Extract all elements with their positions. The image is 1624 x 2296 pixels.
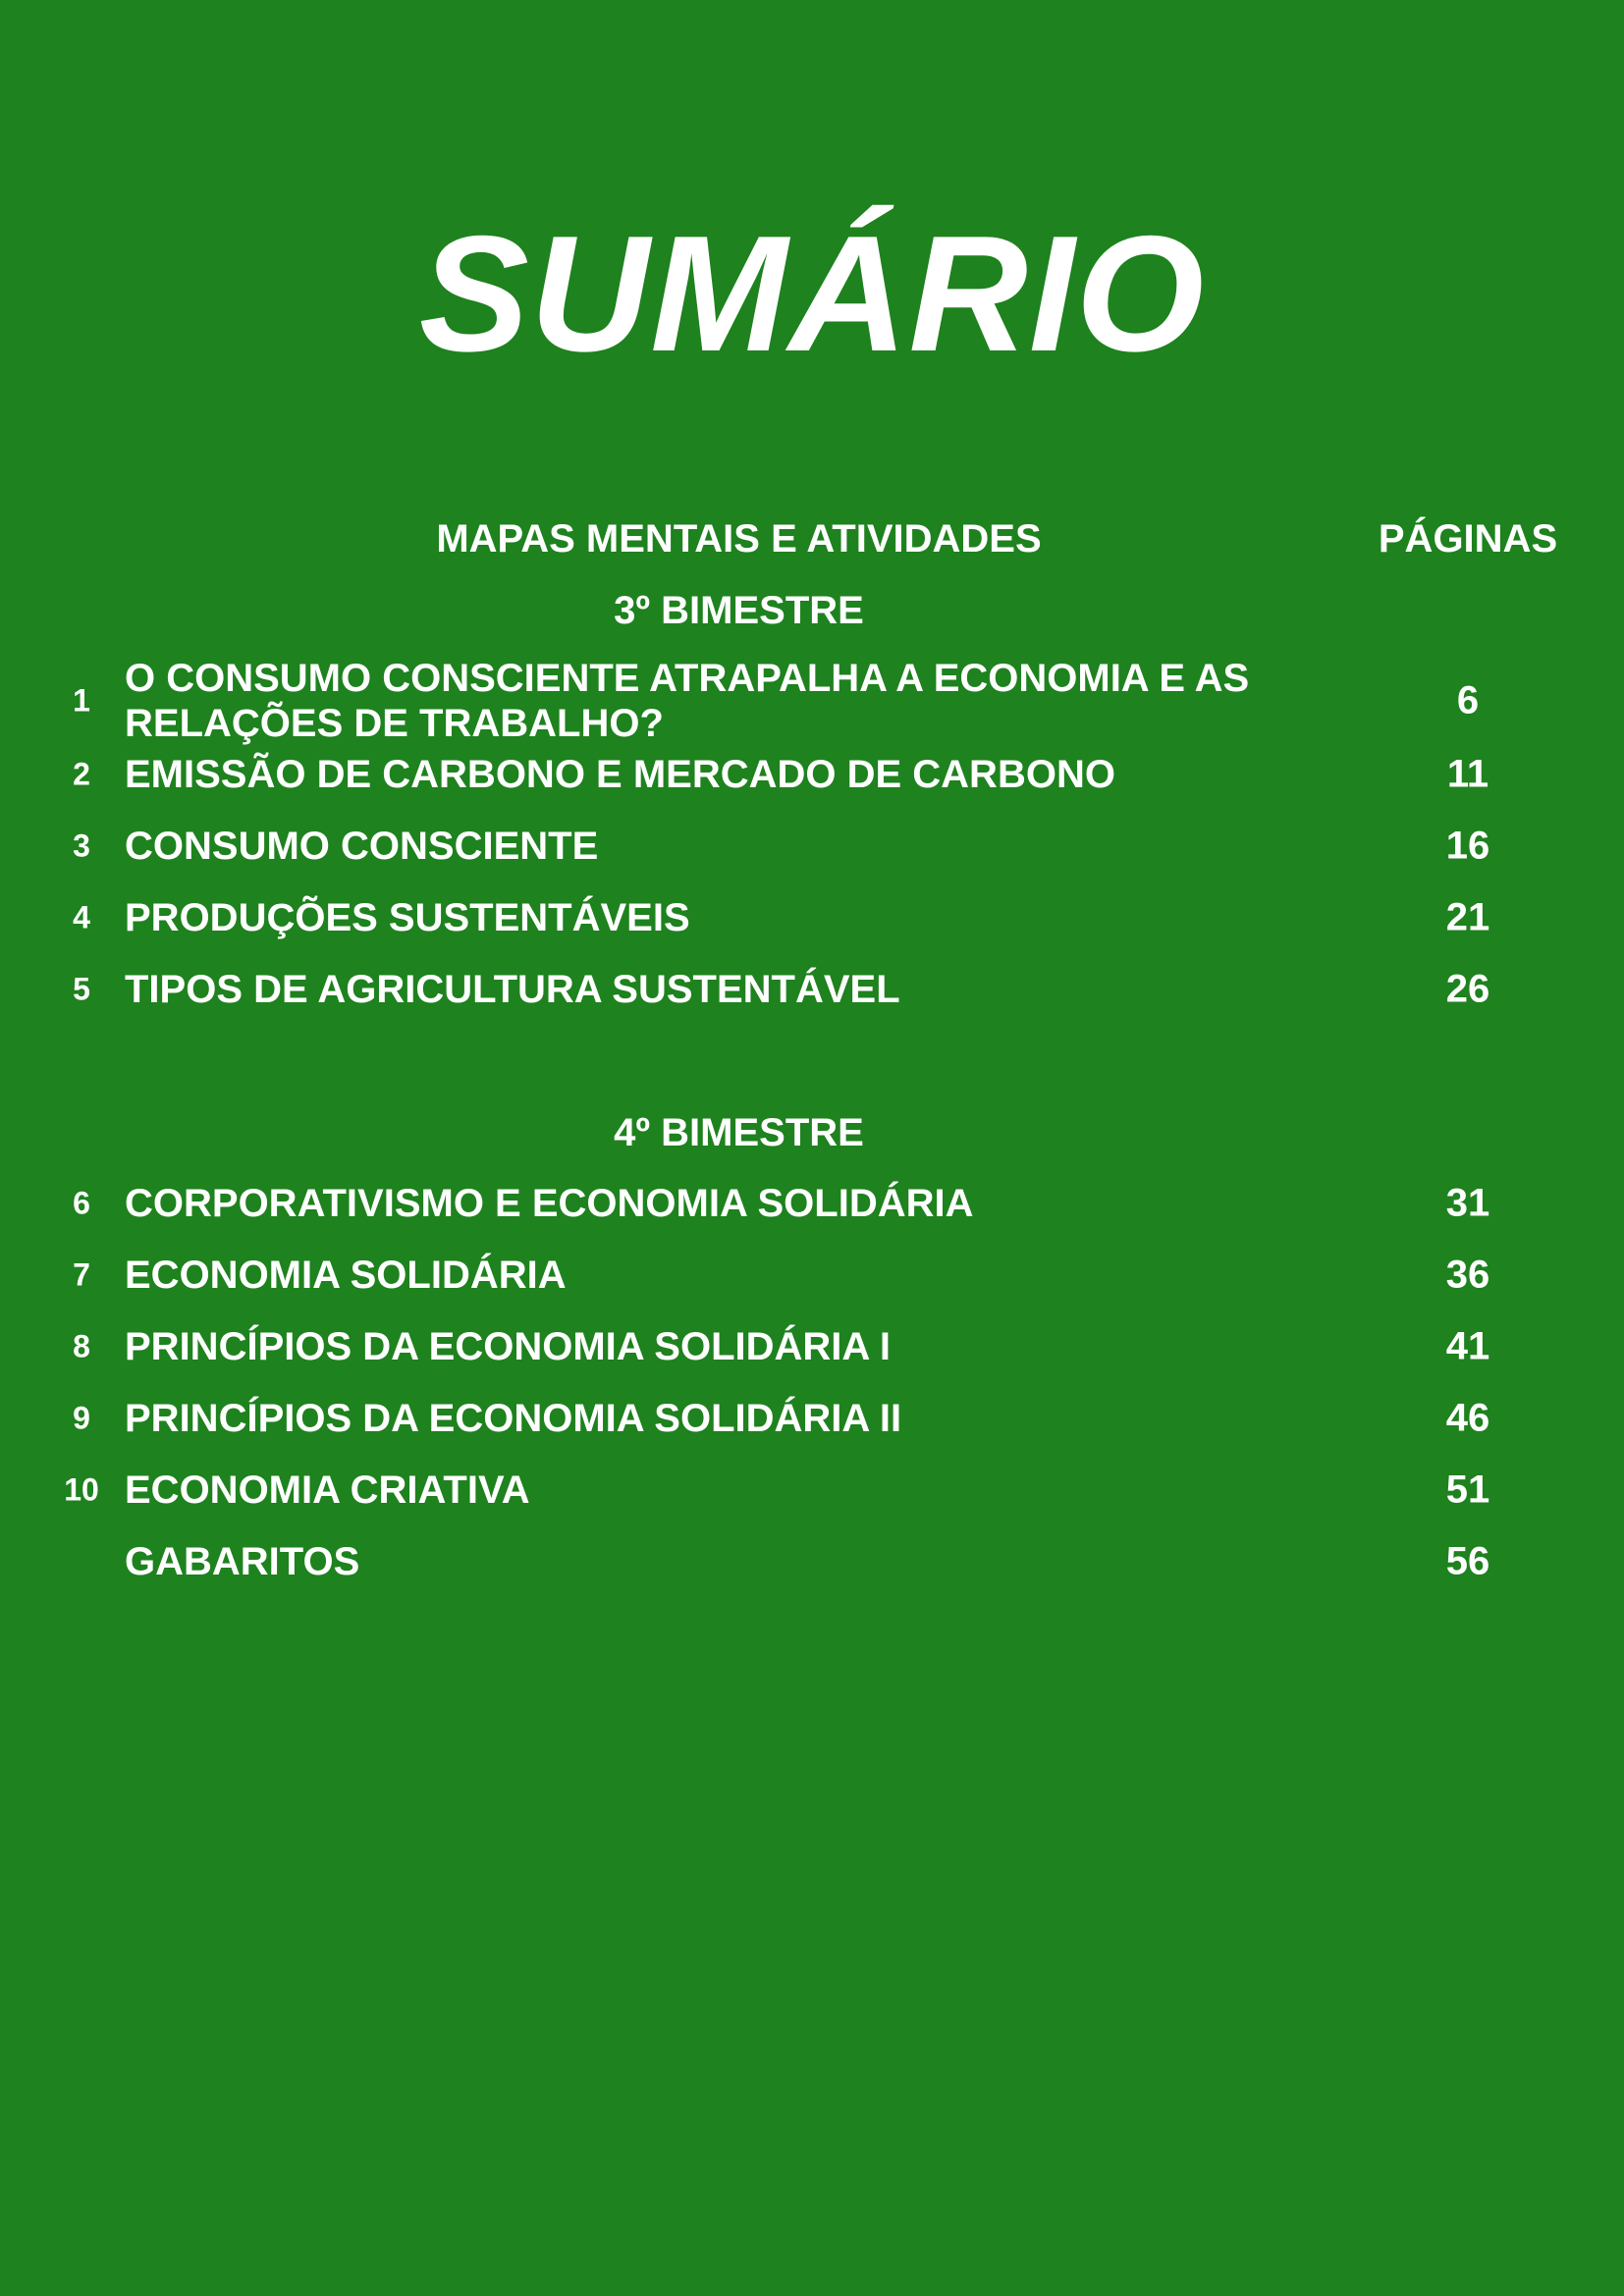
toc-row-title: CONSUMO CONSCIENTE	[125, 825, 599, 868]
column-header-activities: MAPAS MENTAIS E ATIVIDADES	[436, 517, 1042, 561]
toc-row-title: PRINCÍPIOS DA ECONOMIA SOLIDÁRIA II	[125, 1397, 902, 1440]
toc-row-title: EMISSÃO DE CARBONO E MERCADO DE CARBONO	[125, 753, 1115, 796]
toc-row-page: 16	[1445, 824, 1490, 868]
toc-row-page: 6	[1456, 678, 1480, 722]
toc-row[interactable]	[0, 881, 1624, 954]
toc-row-number: 10	[64, 1471, 99, 1508]
toc-row-number: 6	[73, 1185, 90, 1221]
column-header-pages: PÁGINAS	[1378, 517, 1558, 561]
toc-row-number: 1	[73, 682, 90, 719]
toc-row-page: 11	[1446, 752, 1489, 796]
toc-row-number: 4	[73, 899, 90, 935]
toc-row-page: 46	[1445, 1396, 1490, 1440]
toc-row[interactable]	[0, 656, 1624, 746]
toc-row[interactable]	[0, 1239, 1624, 1311]
toc-row[interactable]	[0, 810, 1624, 882]
toc-row[interactable]	[0, 1167, 1624, 1240]
toc-row-title: PRODUÇÕES SUSTENTÁVEIS	[125, 896, 690, 939]
toc-row[interactable]	[0, 1454, 1624, 1526]
toc-row-title: ECONOMIA SOLIDÁRIA	[125, 1254, 567, 1297]
toc-row-page: 41	[1445, 1324, 1490, 1368]
toc-row[interactable]	[0, 738, 1624, 811]
toc-row-number: 9	[73, 1400, 90, 1436]
toc-row-page: 26	[1445, 967, 1490, 1011]
toc-row-title: TIPOS DE AGRICULTURA SUSTENTÁVEL	[125, 968, 900, 1011]
toc-row-page: 31	[1445, 1181, 1490, 1225]
section-label-3-bimestre: 3º BIMESTRE	[614, 589, 864, 632]
toc-row[interactable]	[0, 1310, 1624, 1383]
toc-row-title: CORPORATIVISMO E ECONOMIA SOLIDÁRIA	[125, 1182, 974, 1225]
toc-row[interactable]	[0, 1525, 1624, 1598]
page-title: SUMÁRIO	[418, 201, 1206, 386]
toc-row-page: 36	[1445, 1253, 1490, 1297]
toc-row-page: 56	[1445, 1539, 1490, 1583]
toc-row[interactable]	[0, 953, 1624, 1026]
section-label-4-bimestre: 4º BIMESTRE	[614, 1111, 864, 1154]
toc-row-page: 51	[1445, 1468, 1490, 1512]
toc-row-number: 2	[73, 756, 90, 792]
toc-row-number: 7	[73, 1256, 90, 1293]
toc-row-title: O CONSUMO CONSCIENTE ATRAPALHA A ECONOMIA E AS RELAÇÕES DE TRABALHO?	[125, 657, 1250, 745]
toc-row-number: 5	[73, 971, 90, 1007]
toc-row-number: 8	[73, 1328, 90, 1364]
toc-row-title: PRINCÍPIOS DA ECONOMIA SOLIDÁRIA I	[125, 1325, 892, 1368]
toc-row[interactable]	[0, 1382, 1624, 1455]
toc-row-number: 3	[73, 828, 90, 864]
toc-row-title: ECONOMIA CRIATIVA	[125, 1468, 530, 1512]
toc-row-title: GABARITOS	[125, 1540, 360, 1583]
toc-row-page: 21	[1445, 895, 1490, 939]
